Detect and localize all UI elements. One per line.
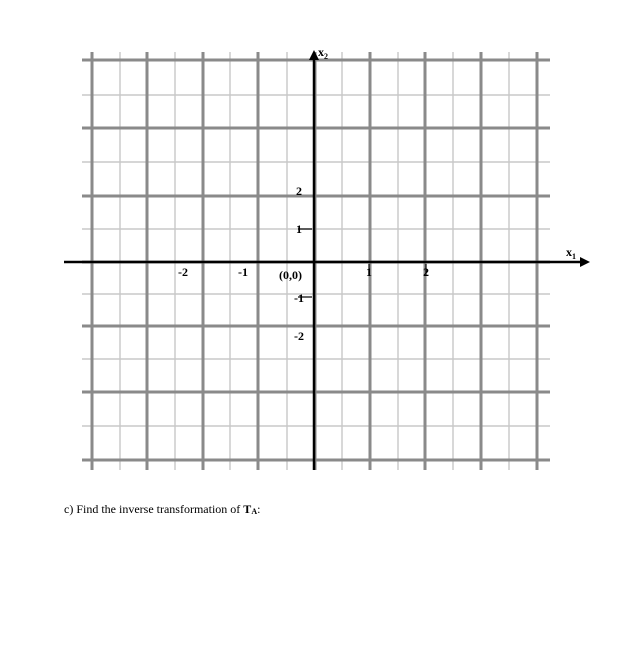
x-tick-label-2: 2: [423, 265, 429, 279]
question-text: c) Find the inverse transformation of $T_A$:: [64, 502, 261, 516]
x2-axis-label: $x_2$: [318, 45, 328, 61]
x-axis-arrow-icon: [580, 257, 590, 267]
axes: [64, 50, 590, 470]
origin-label: (0,0): [279, 268, 302, 282]
x-tick-label-neg2: -2: [178, 265, 188, 279]
x-tick-label-1: 1: [366, 265, 372, 279]
x1-axis-label: $x_1$: [566, 245, 576, 261]
y-tick-label-neg2: -2: [294, 329, 304, 343]
y-tick-label-1: 1: [296, 222, 302, 236]
y-tick-label-neg1: -1: [294, 291, 304, 305]
y-tick-label-2: 2: [296, 184, 302, 198]
x-tick-label-neg1: -1: [238, 265, 248, 279]
